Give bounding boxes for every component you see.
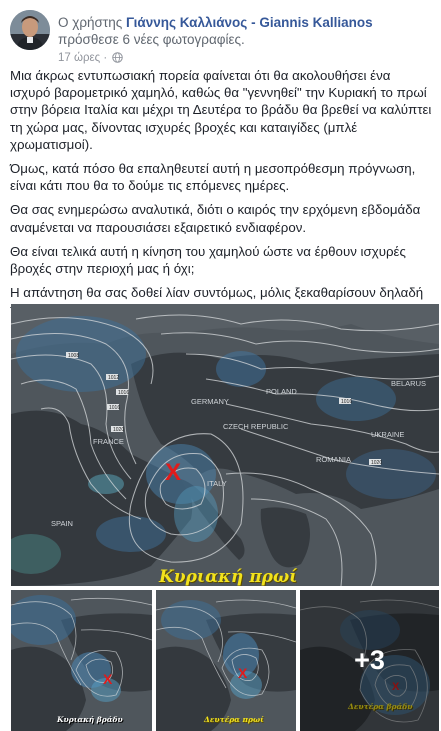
author-link[interactable]: Γιάννης Καλλιάνος - Giannis Kallianos xyxy=(125,15,373,30)
map-label-poland: POLAND xyxy=(266,387,297,396)
avatar[interactable] xyxy=(10,10,50,50)
forecast-map-main[interactable] xyxy=(11,304,439,586)
header-prefix: Ο χρήστης xyxy=(58,15,123,30)
map-label-italy: ITALY xyxy=(207,479,227,488)
avatar-image xyxy=(10,10,50,50)
globe-icon[interactable] xyxy=(112,52,123,63)
svg-text:1016: 1016 xyxy=(118,390,130,396)
forecast-map-thumb-3[interactable] xyxy=(300,590,439,731)
post-header xyxy=(10,10,435,64)
map-label-ukraine: UKRAINE xyxy=(371,430,405,439)
map-label-romania: ROMANIA xyxy=(316,455,352,464)
more-photos-count: +3 xyxy=(354,645,385,675)
post-paragraph: Θα είναι τελικά αυτή η κίνηση του χαμηλού ώστε να έρθουν ισχυρές βροχές στην περιοχή μας ή όχι; xyxy=(10,243,406,277)
post-time[interactable]: 17 ώρες xyxy=(58,52,101,64)
low-pressure-marker: X xyxy=(165,459,182,486)
svg-text:1008: 1008 xyxy=(68,353,80,359)
forecast-map-thumb-1[interactable] xyxy=(11,590,152,731)
forecast-map-image xyxy=(11,304,439,586)
thumb-caption: Δευτέρα πρωί xyxy=(204,715,264,724)
svg-text:1020: 1020 xyxy=(113,427,125,433)
thumb-map-image xyxy=(11,590,152,731)
thumb-caption: Κυριακή βράδυ xyxy=(57,715,123,724)
svg-text:1020: 1020 xyxy=(371,460,383,466)
post-header-text xyxy=(58,14,434,48)
low-pressure-marker: X xyxy=(392,681,400,693)
svg-text:1016: 1016 xyxy=(341,399,353,405)
post-body xyxy=(10,67,434,326)
map-label-spain: SPAIN xyxy=(51,519,73,528)
svg-text:1016: 1016 xyxy=(109,405,121,411)
map-label-belarus: BELARUS xyxy=(391,379,427,388)
more-photos-overlay[interactable] xyxy=(300,590,439,731)
meta-separator: · xyxy=(103,52,108,64)
post-paragraph: Η απάντηση θα σας δοθεί λίαν συντόμως, μόλις ξεκαθαρίσουν δηλαδή xyxy=(10,285,424,301)
map-caption: Κυριακή πρωί xyxy=(159,567,298,586)
post-meta xyxy=(58,52,123,64)
post-paragraph: Θα σας ενημερώσω αναλυτικά, διότι ο καιρός την ερχόμενη εβδομάδα αναμένεται να παρουσιάσει εξαιρετικό ενδιαφέρον. xyxy=(10,202,421,235)
low-pressure-marker: X xyxy=(103,671,113,687)
thumb-map-image xyxy=(156,590,296,731)
post-paragraph: Μια άκρως εντυπωσιακή πορεία φαίνεται ότι θα ακολουθήσει ένα ισχυρό βαρομετρικό χαμηλό, καθώς θα "γεννηθεί" την Κυριακή το πρωί στην βόρεια Ιταλία και μέχρι τη Δευτέρα το βράδυ θα βρεθεί να καλύπτει τη χώρα μας, δίνοντας ισχυρές βροχές και καταιγίδες (μπλέ χρωματισμοί). xyxy=(10,68,432,152)
map-label-germany: GERMANY xyxy=(191,397,229,406)
post-paragraph: Όμως, κατά πόσο θα επαληθευτεί αυτή η μεσοπρόθεσμη πρόγνωση, είναι κάτι που θα το δούμε τις επόμενες ημέρες. xyxy=(10,161,416,194)
forecast-map-thumb-2[interactable] xyxy=(156,590,296,731)
header-suffix: πρόσθεσε 6 νέες φωτογραφίες. xyxy=(58,32,245,47)
thumb-caption: Δευτέρα βράδυ xyxy=(348,702,413,711)
map-label-france: FRANCE xyxy=(93,437,124,446)
svg-text:1012: 1012 xyxy=(108,375,120,381)
map-label-czech: CZECH REPUBLIC xyxy=(223,422,289,431)
low-pressure-marker: X xyxy=(238,665,248,681)
